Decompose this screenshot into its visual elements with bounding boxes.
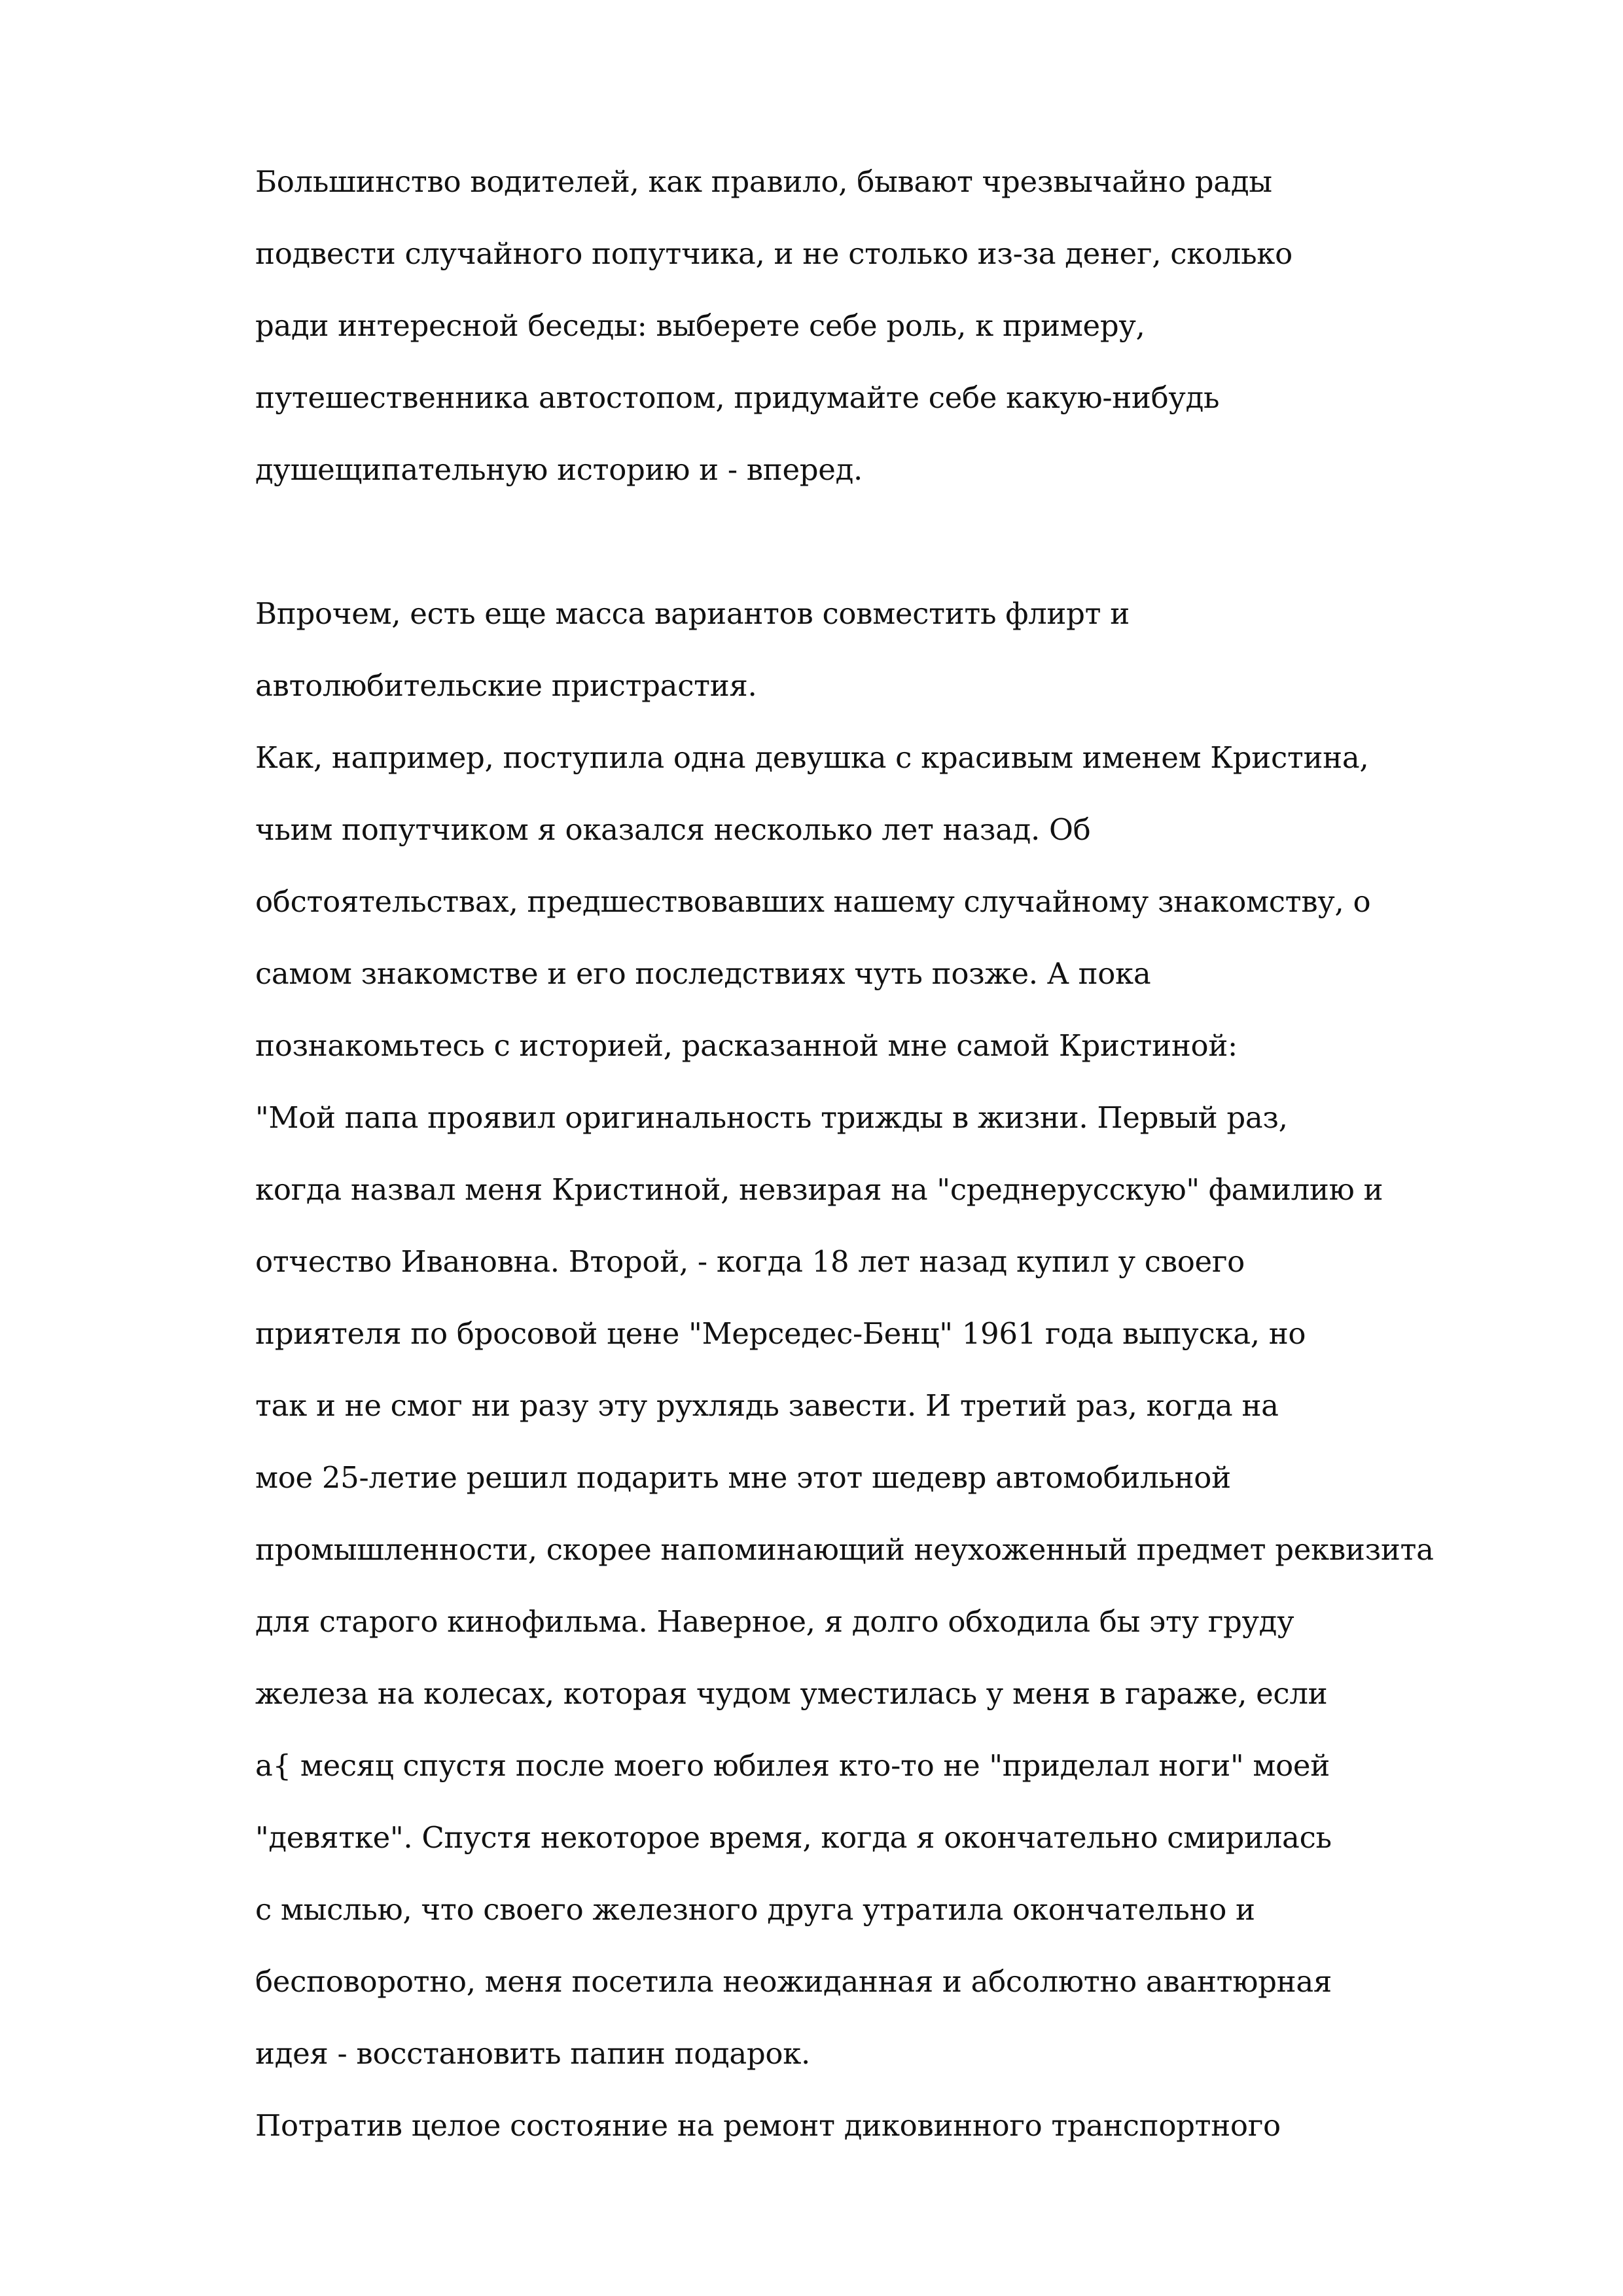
paragraph-2	[255, 578, 1446, 722]
document-body	[255, 146, 1446, 2162]
text-line: с мыслью, что своего железного друга утратила окончательно и	[255, 1892, 1255, 1927]
text-line: а{ месяц спустя после моего юбилея кто-то не "приделал ноги" моей	[255, 1748, 1330, 1783]
paragraph-4	[255, 1082, 1446, 2090]
text-line: идея - восстановить папин подарок.	[255, 2036, 811, 2071]
text-line: путешественника автостопом, придумайте себе какую-нибудь	[255, 380, 1220, 415]
text-line: железа на колесах, которая чудом уместилась у меня в гараже, если	[255, 1676, 1328, 1711]
text-line: обстоятельствах, предшествовавших нашему случайному знакомству, о	[255, 884, 1371, 919]
paragraph-3	[255, 722, 1446, 1082]
text-line: подвести случайного попутчика, и не столько из-за денег, сколько	[255, 236, 1293, 271]
paragraph-1	[255, 146, 1446, 506]
text-line: "девятке". Спустя некоторое время, когда я окончательно смирилась	[255, 1820, 1332, 1855]
text-line: промышленности, скорее напоминающий неухоженный предмет реквизита	[255, 1532, 1434, 1567]
text-line: познакомьтесь с историей, расказанной мне самой Кристиной:	[255, 1028, 1238, 1063]
text-line: Потратив целое состояние на ремонт диковинного транспортного	[255, 2108, 1281, 2143]
text-line: ради интересной беседы: выберете себе роль, к примеру,	[255, 308, 1145, 343]
text-line: бесповоротно, меня посетила неожиданная и абсолютно авантюрная	[255, 1964, 1332, 1999]
text-line: так и не смог ни разу эту рухлядь завести. И третий раз, когда на	[255, 1388, 1279, 1423]
paragraph-5	[255, 2090, 1446, 2162]
text-line: приятеля по бросовой цене "Мерседес-Бенц" 1961 года выпуска, но	[255, 1316, 1306, 1351]
text-line: когда назвал меня Кристиной, невзирая на "среднерусскую" фамилию и	[255, 1172, 1383, 1207]
text-line: чьим попутчиком я оказался несколько лет назад. Об	[255, 812, 1091, 847]
text-line: самом знакомстве и его последствиях чуть позже. А пока	[255, 956, 1151, 991]
text-line: автолюбительские пристрастия.	[255, 668, 757, 703]
text-line: Как, например, поступила одна девушка с красивым именем Кристина,	[255, 740, 1369, 775]
text-line: Впрочем, есть еще масса вариантов совместить флирт и	[255, 596, 1130, 631]
text-line: душещипательную историю и - вперед.	[255, 452, 863, 487]
text-line: мое 25-летие решил подарить мне этот шедевр автомобильной	[255, 1460, 1231, 1495]
text-line: отчество Ивановна. Второй, - когда 18 лет назад купил у своего	[255, 1244, 1245, 1279]
text-line: для старого кинофильма. Наверное, я долго обходила бы эту груду	[255, 1604, 1294, 1639]
paragraph-gap	[255, 506, 1446, 578]
text-line: Большинство водителей, как правило, бывают чрезвычайно рады	[255, 164, 1272, 199]
text-line: "Мой папа проявил оригинальность трижды в жизни. Первый раз,	[255, 1100, 1288, 1135]
